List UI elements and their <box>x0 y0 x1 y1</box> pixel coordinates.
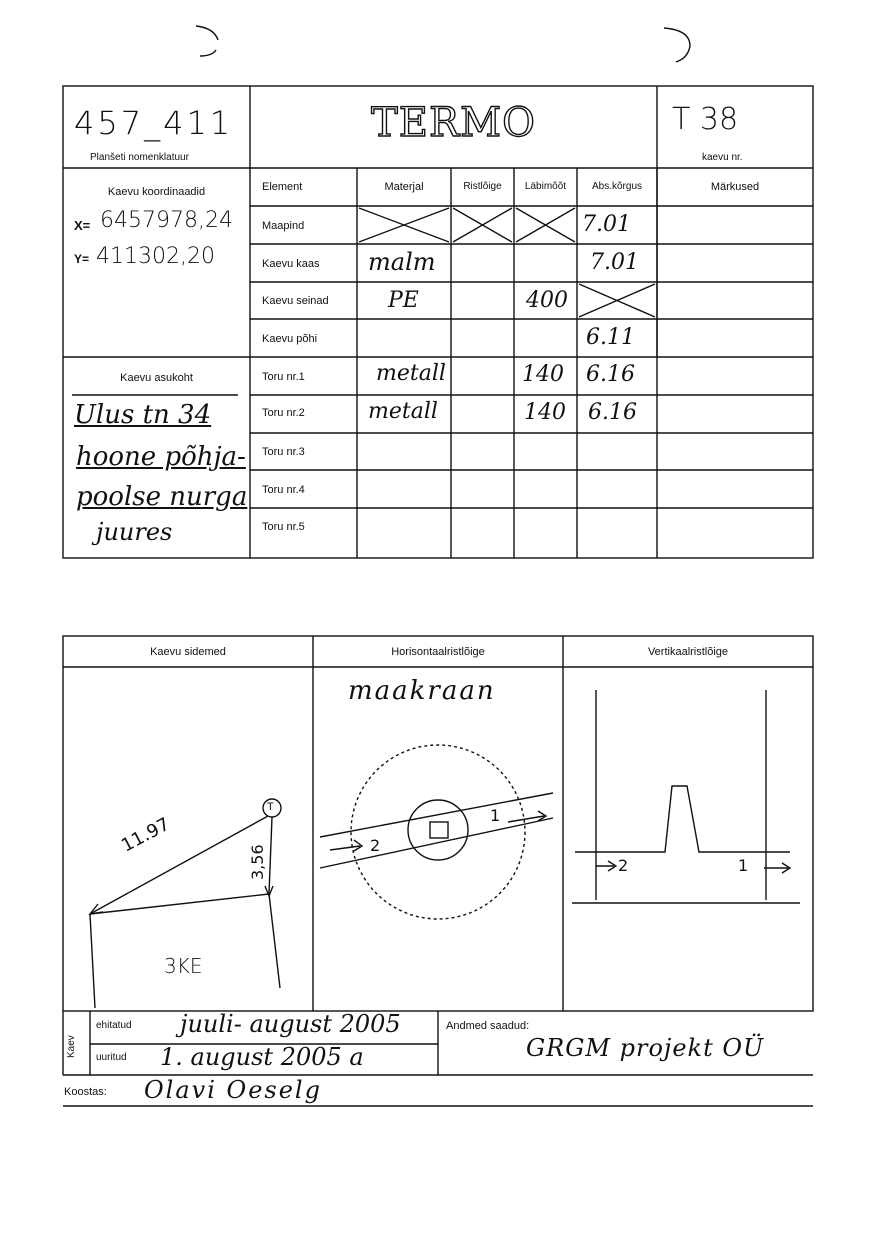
horizontal-note: maakraan <box>348 676 496 706</box>
col-header-cross-section: Ristlõige <box>463 181 502 192</box>
horizontal-section-label: Horisontaalristlõige <box>391 646 485 658</box>
row-element-toru-4: Toru nr.4 <box>262 484 305 496</box>
vertical-pipe-1: 1 <box>738 856 749 875</box>
row-material-kaevu-seinad: PE <box>388 288 419 313</box>
location-line-3: poolse nurga <box>76 482 248 512</box>
row-element-toru-5: Toru nr.5 <box>262 521 305 533</box>
row-diameter-toru-2: 140 <box>524 400 566 425</box>
surveyed-value: 1. august 2005 a <box>160 1043 364 1071</box>
ties-well-marker: T <box>267 801 274 813</box>
x-prefix: X= <box>74 218 91 233</box>
col-header-element: Element <box>262 181 303 193</box>
row-element-toru-1: Toru nr.1 <box>262 371 305 383</box>
row-element-kaevu-pohi: Kaevu põhi <box>262 333 318 345</box>
col-header-elevation: Abs.kõrgus <box>591 181 643 192</box>
row-element-toru-2: Toru nr.2 <box>262 407 305 419</box>
compiled-label: Koostas: <box>64 1086 107 1098</box>
footer-side-label: Kaev <box>66 1035 77 1058</box>
row-elevation-kaevu-kaas: 7.01 <box>590 250 639 275</box>
ties-building-label: 3KE <box>164 954 203 978</box>
row-elevation-kaevu-pohi: 6.11 <box>586 325 635 350</box>
ties-distance-short: 3,56 <box>248 844 267 880</box>
data-source-value: GRGM projekt OÜ <box>526 1034 765 1062</box>
built-label: ehitatud <box>96 1020 132 1031</box>
row-diameter-kaevu-seinad: 400 <box>526 288 568 313</box>
surveyed-label: uuritud <box>96 1052 127 1063</box>
x-coordinate: 6457978,24 <box>100 208 233 233</box>
vertical-section-label: Vertikaalristlõige <box>647 646 729 658</box>
ties-distance-long: 11.97 <box>118 813 174 857</box>
row-material-toru-2: metall <box>368 399 438 424</box>
row-elevation-toru-2: 6.16 <box>588 400 637 425</box>
row-elevation-toru-1: 6.16 <box>586 362 635 387</box>
built-value: juuli- august 2005 <box>180 1010 401 1038</box>
location-line-1: Ulus tn 34 <box>74 400 212 430</box>
y-coordinate: 411302,20 <box>96 244 215 269</box>
location-line-4: juures <box>96 518 173 546</box>
coordinates-label: Kaevu koordinaadid <box>107 186 206 198</box>
data-source-label: Andmed saadud: <box>446 1020 530 1032</box>
ties-section-label: Kaevu sidemed <box>150 646 226 658</box>
horizontal-pipe-1: 1 <box>490 806 501 825</box>
nomenclature-label: Planšeti nomenklatuur <box>90 152 189 163</box>
col-header-diameter: Läbimõõt <box>524 181 567 192</box>
well-number-label: kaevu nr. <box>702 152 743 163</box>
location-label: Kaevu asukoht <box>120 372 193 384</box>
form-title: TERMO <box>371 100 536 146</box>
compiled-value: Olavi Oeselg <box>144 1076 322 1104</box>
row-element-kaevu-kaas: Kaevu kaas <box>262 258 320 270</box>
horizontal-pipe-2: 2 <box>370 836 381 855</box>
row-element-toru-3: Toru nr.3 <box>262 446 305 458</box>
well-number-value: T 38 <box>672 102 739 137</box>
row-element-kaevu-seinad: Kaevu seinad <box>262 295 329 307</box>
row-material-toru-1: metall <box>376 361 446 386</box>
col-header-material: Materjal <box>384 181 424 193</box>
row-elevation-maapind: 7.01 <box>582 212 631 237</box>
row-element-maapind: Maapind <box>262 220 305 232</box>
col-header-notes: Märkused <box>710 181 760 193</box>
row-diameter-toru-1: 140 <box>522 362 564 387</box>
vertical-pipe-2: 2 <box>618 856 629 875</box>
location-line-2: hoone põhja- <box>76 442 246 472</box>
y-prefix: Y= <box>74 252 90 266</box>
nomenclature-value: 457_411 <box>74 104 234 142</box>
row-material-kaevu-kaas: malm <box>368 248 436 276</box>
